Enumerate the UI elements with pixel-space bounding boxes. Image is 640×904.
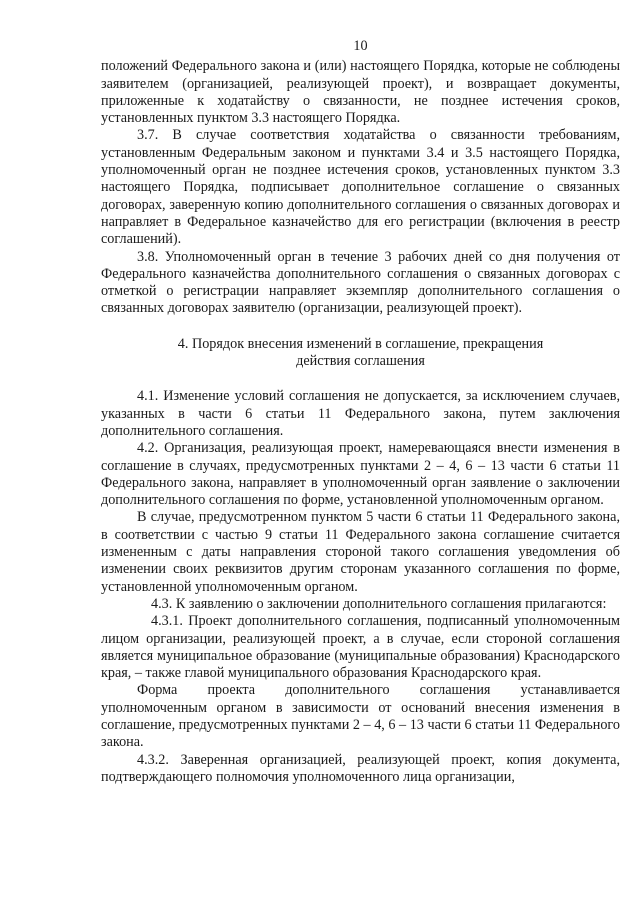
top-paragraphs [101,58,620,317]
paragraph-4-3-1: 4.3.1. Проект дополнительного соглашения, подписанный уполномоченным лицом организации, реализующей проект, а в случае, если стороной соглашения является муниципальное образование (муниципальные образования) Краснодарского края, – также главой муниципального образования Краснодарского края. [101,613,620,682]
paragraph-4-1: 4.1. Изменение условий соглашения не допускается, за исключением случаев, указанных в части 6 статьи 11 Федерального закона, путем заключения дополнительного соглашения. [101,388,620,439]
paragraph-form: Форма проекта дополнительного соглашения устанавливается уполномоченным органом в зависимости от оснований внесения изменения в соглашение, предусмотренных пунктами 2 – 4, 6 – 13 части 6 статьи 11 Федерального закона. [101,682,620,751]
paragraph-4-3: 4.3. К заявлению о заключении дополнительного соглашения прилагаются: [151,595,607,612]
section-heading-line-2: действия соглашения [296,353,425,370]
bottom-paragraphs [101,388,620,786]
paragraph-continuation: положений Федерального закона и (или) настоящего Порядка, которые не соблюдены заявителем (организацией, реализующей проект), и возвращает документы, приложенные к ходатайству о связанности, не позднее истечения сроков, установленных пунктом 3.3 настоящего Порядка. [101,58,620,127]
paragraph-4-3-2: 4.3.2. Заверенная организацией, реализующей проект, копия документа, подтверждающего полномочия уполномоченного лица организации, [101,751,620,785]
paragraph-4-2: 4.2. Организация, реализующая проект, намеревающаяся внести изменения в соглашение в случаях, предусмотренных пунктами 2 – 4, 6 – 13 части 6 статьи 11 Федерального закона, направляет в уполномоченный орган заявление о заключении дополнительного соглашения по форме, установленной уполномоченным органом. [101,440,620,509]
paragraph-case-5: В случае, предусмотренном пунктом 5 части 6 статьи 11 Федерального закона, в соответствии с частью 9 статьи 11 Федерального закона соглашение считается измененным с даты направления стороной такого соглашения уведомления об изменении своих реквизитов другим сторонам указанного соглашения по форме, установленной уполномоченным органом. [101,509,620,595]
paragraph-3-7: 3.7. В случае соответствия ходатайства о связанности требованиям, установленным Федеральным законом и пунктами 3.4 и 3.5 настоящего Порядка, уполномоченный орган не позднее истечения сроков, установленных пунктом 3.3 настоящего Порядка, подписывает дополнительное соглашение о связанных договорах, заверенную копию дополнительного соглашения о связанных договорах и направляет в Федеральное казначейство для его регистрации (включения в реестр соглашений). [101,127,620,248]
section-heading [101,336,620,371]
page-number: 10 [353,38,368,54]
paragraph-3-8: 3.8. Уполномоченный орган в течение 3 рабочих дней со дня получения от Федерального казначейства дополнительного соглашения о связанных договорах с отметкой о регистрации направляет экземпляр дополнительного соглашения о связанных договорах заявителю (организации, реализующей проект). [101,248,620,317]
section-heading-line-1: 4. Порядок внесения изменений в соглашение, прекращения [177,335,544,352]
